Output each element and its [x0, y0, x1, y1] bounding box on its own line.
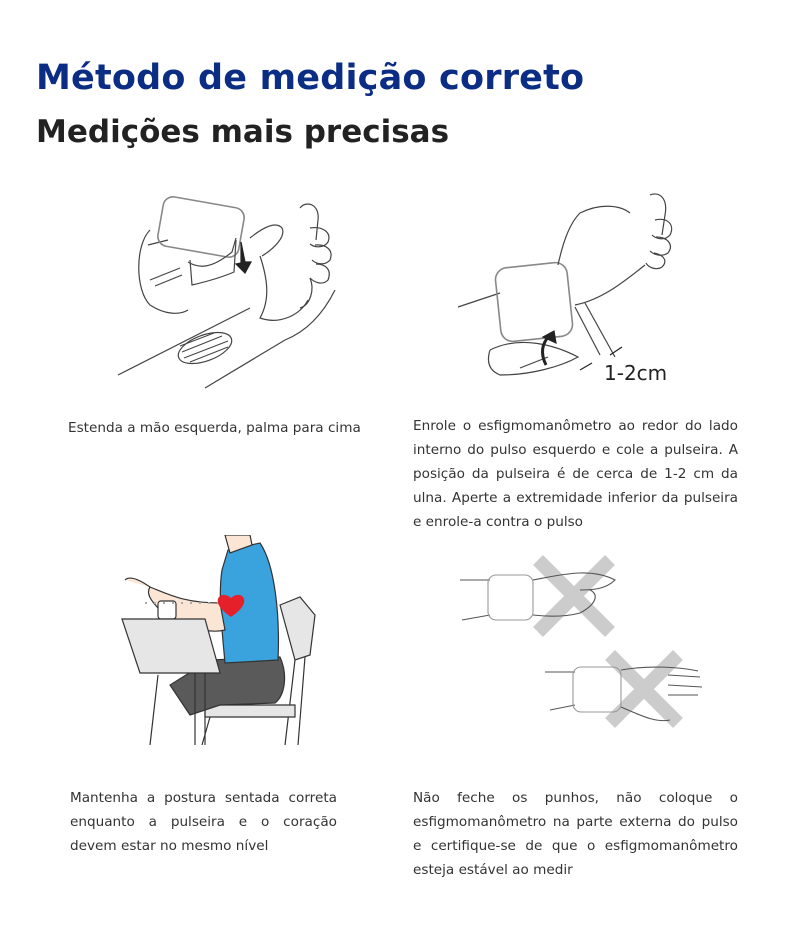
- illustration-seated-posture: [110, 535, 330, 750]
- step-caption-3: Mantenha a postura sentada correta enquanto a pulseira e o coração devem estar no mesmo nível: [70, 790, 337, 854]
- step-caption-1: Estenda a mão esquerda, palma para cima: [68, 420, 361, 436]
- illustration-wrap-wrist: [450, 185, 690, 390]
- page-title: Método de medição correto: [36, 58, 585, 98]
- step-caption-2: Enrole o esfigmomanômetro ao redor do lado interno do pulso esquerdo e cole a pulseira. A posição da pulseira é de cerca de 1-2 cm da ulna. Aperte a extremidade inferior da pulseira e enrole-a contra o pulso: [413, 418, 738, 530]
- cross-icon: [538, 560, 678, 723]
- step-caption-4: Não feche os punhos, não coloque o esfigmomanômetro na parte externa do pulso e certifique-se de que o esfigmomanômetro esteja estável ao medir: [413, 790, 738, 878]
- illustration-wrist-palm-up: [110, 190, 360, 390]
- illustration-incorrect-positions: [450, 545, 730, 735]
- page-subtitle: Medições mais precisas: [36, 114, 450, 150]
- measure-label: 1-2cm: [604, 361, 668, 385]
